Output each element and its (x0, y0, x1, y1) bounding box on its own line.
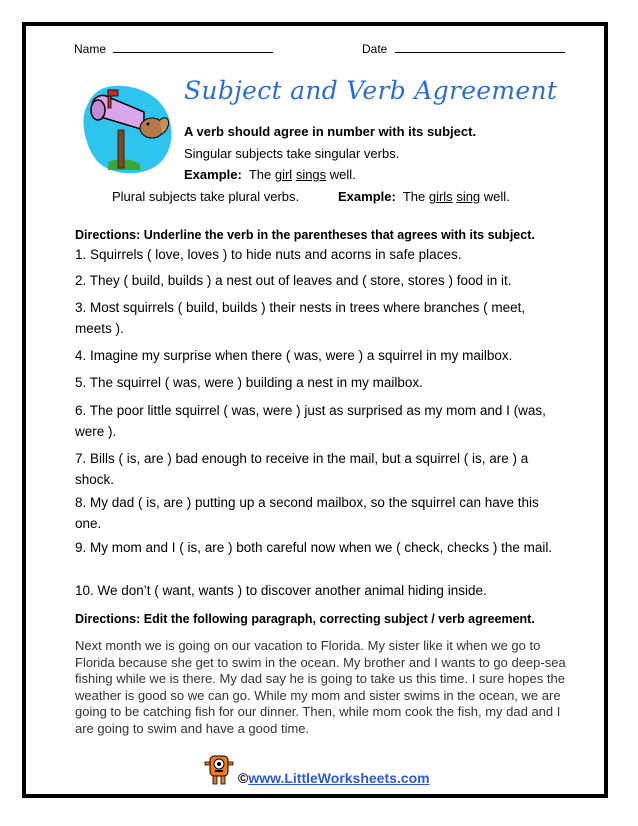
rule-singular: Singular subjects take singular verbs. (184, 146, 400, 161)
rule-plural: Plural subjects take plural verbs. (112, 189, 300, 204)
question-8: 8. My dad ( is, are ) putting up a second mailbox, so the squirrel can have this one. (75, 495, 539, 531)
directions-edit: Directions: Edit the following paragraph, correcting subject / verb agreement. (75, 612, 535, 626)
example-subject: girl (274, 167, 293, 182)
directions-underline: Directions: Underline the verb in the parentheses that agrees with its subject. (75, 228, 535, 242)
example-subject: girls (428, 189, 453, 204)
copyright-symbol: © (238, 770, 249, 786)
rule-agreement: A verb should agree in number with its subject. (184, 124, 477, 139)
name-line[interactable] (113, 42, 273, 53)
date-field[interactable] (362, 42, 565, 56)
example-label: Example: (338, 189, 396, 204)
example-text: The (402, 189, 426, 204)
question-7: 7. Bills ( is, are ) bad enough to receive in the mail, but a squirrel ( is, are ) a shock. (75, 451, 529, 487)
example-label: Example: (184, 167, 242, 182)
name-label: Name (74, 42, 107, 56)
example-plural (338, 189, 510, 204)
question-4: 4. Imagine my surprise when there ( was, were ) a squirrel in my mailbox. (75, 348, 513, 363)
date-line[interactable] (395, 42, 565, 53)
question-5: 5. The squirrel ( was, were ) building a nest in my mailbox. (75, 375, 423, 390)
date-label: Date (362, 42, 388, 56)
question-3: 3. Most squirrels ( build, builds ) their nests in trees where branches ( meet, meets ). (75, 300, 526, 336)
example-text: well. (483, 189, 510, 204)
example-text: well. (329, 167, 356, 182)
example-verb: sings (295, 167, 327, 182)
question-1: 1. Squirrels ( love, loves ) to hide nuts and acorns in safe places. (75, 247, 462, 262)
question-2: 2. They ( build, builds ) a nest out of leaves and ( store, stores ) food in it. (75, 273, 512, 288)
monster-mascot-icon (204, 752, 234, 786)
question-9: 9. My mom and I ( is, are ) both careful now when we ( check, checks ) the mail. (75, 540, 553, 555)
example-text: The (248, 167, 272, 182)
example-verb: sing (456, 189, 481, 204)
question-6: 6. The poor little squirrel ( was, were ) just as surprised as my mom and I (was, were ). (75, 403, 546, 439)
question-10: 10. We don’t ( want, wants ) to discover another animal hiding inside. (75, 583, 487, 598)
footer (238, 770, 430, 786)
edit-paragraph: Next month we is going on our vacation to Florida. My sister like it when we go to Florida because she get to swim in the ocean. My brother and I wants to go deep-sea fishing while we is there. My dad say he is going to take us this time. I sure hopes the weather is good so we can go. While my mom and sister swims in the ocean, we are going to be catching fish for our dinner. Then, while mom cook the fish, my dad and I are going to swim and have a good time. (75, 638, 566, 736)
page-title: Subject and Verb Agreement (184, 76, 558, 105)
mailbox-squirrel-illustration (78, 74, 176, 186)
example-singular (184, 167, 356, 182)
name-field[interactable] (74, 42, 273, 56)
site-link[interactable]: www.LittleWorksheets.com (248, 770, 430, 786)
